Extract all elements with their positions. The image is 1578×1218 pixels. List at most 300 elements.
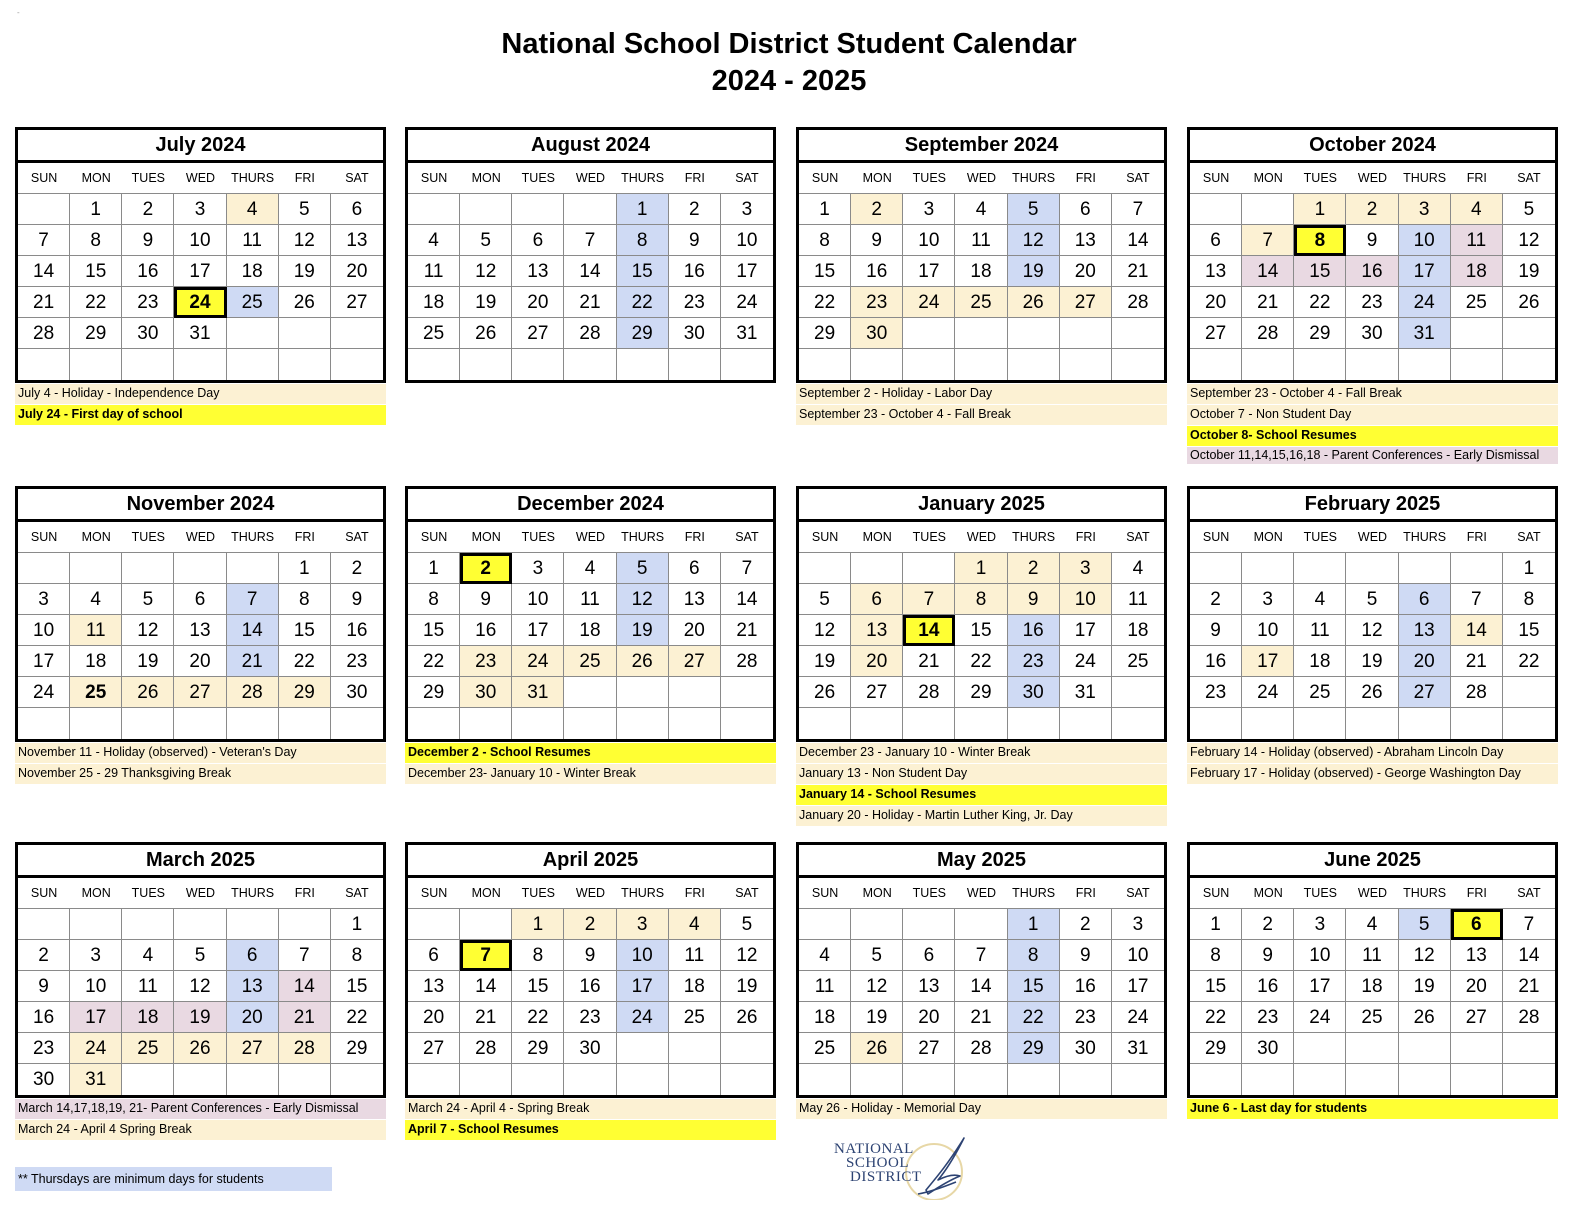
empty-day-cell [1346,349,1398,380]
day-cell: 5 [1399,909,1451,940]
day-cell: 11 [227,225,279,256]
month-notes [15,1099,386,1140]
empty-day-cell [1242,349,1294,380]
day-cell: 8 [408,584,460,615]
day-cell: 18 [1294,646,1346,677]
day-cell: 13 [512,256,564,287]
day-grid [1190,522,1555,739]
day-cell: 9 [1190,615,1242,646]
month-title: September 2024 [799,130,1164,163]
day-cell: 21 [1451,646,1503,677]
day-grid [1190,878,1555,1095]
empty-day-cell [1112,708,1164,739]
empty-day-cell [1503,349,1555,380]
empty-day-cell [18,708,70,739]
day-cell: 16 [564,971,616,1002]
logo-line-school: SCHOOL [846,1155,910,1171]
month-august-2024 [405,127,776,384]
day-cell: 11 [1346,940,1398,971]
weekday-header: WED [955,522,1007,553]
day-cell: 6 [174,584,226,615]
empty-day-cell [174,553,226,584]
day-cell: 28 [564,318,616,349]
day-cell: 26 [617,646,669,677]
day-cell: 19 [617,615,669,646]
day-cell: 24 [1060,646,1112,677]
day-cell: 25 [408,318,460,349]
empty-day-cell [1399,349,1451,380]
day-cell: 1 [955,553,1007,584]
weekday-header: WED [1346,878,1398,909]
empty-day-cell [903,349,955,380]
month-calendar [15,127,386,383]
day-cell: 14 [1112,225,1164,256]
day-cell: 4 [227,194,279,225]
day-cell: 1 [70,194,122,225]
weekday-header: MON [460,163,512,194]
empty-day-cell [227,318,279,349]
day-cell: 24 [512,646,564,677]
day-cell: 28 [955,1033,1007,1064]
day-cell: 17 [174,256,226,287]
day-cell: 24 [1112,1002,1164,1033]
day-cell: 21 [1112,256,1164,287]
day-cell: 5 [1008,194,1060,225]
day-cell: 17 [1294,971,1346,1002]
month-notes [405,743,776,784]
weekday-header: FRI [1060,522,1112,553]
empty-day-cell [174,909,226,940]
day-cell: 20 [851,646,903,677]
day-cell: 17 [617,971,669,1002]
empty-day-cell [669,677,721,708]
day-cell: 26 [721,1002,773,1033]
day-cell: 24 [903,287,955,318]
day-cell: 21 [18,287,70,318]
day-cell: 11 [70,615,122,646]
day-cell: 13 [1060,225,1112,256]
day-cell: 6 [1399,584,1451,615]
day-cell: 27 [669,646,721,677]
empty-day-cell [331,349,383,380]
weekday-header: SAT [1112,522,1164,553]
empty-day-cell [1451,318,1503,349]
calendar-note: May 26 - Holiday - Memorial Day [796,1099,1167,1119]
weekday-header: SAT [1112,163,1164,194]
month-calendar [15,486,386,742]
day-grid [408,163,773,380]
day-cell: 1 [1190,909,1242,940]
day-cell: 16 [1060,971,1112,1002]
empty-day-cell [408,194,460,225]
day-cell: 15 [279,615,331,646]
corner-mark: - [17,8,20,17]
day-cell: 4 [799,940,851,971]
day-cell: 4 [122,940,174,971]
weekday-header: SUN [18,522,70,553]
day-cell: 17 [1112,971,1164,1002]
calendar-note: January 13 - Non Student Day [796,764,1167,784]
empty-day-cell [1242,194,1294,225]
day-cell: 22 [70,287,122,318]
empty-day-cell [669,349,721,380]
day-cell: 28 [1503,1002,1555,1033]
day-cell: 21 [955,1002,1007,1033]
weekday-header: TUES [122,163,174,194]
day-cell: 26 [851,1033,903,1064]
empty-day-cell [1346,708,1398,739]
empty-day-cell [955,1064,1007,1095]
day-cell: 9 [1346,225,1398,256]
empty-day-cell [1346,1033,1398,1064]
weekday-header: THURS [1008,163,1060,194]
empty-day-cell [851,1064,903,1095]
day-cell: 14 [1242,256,1294,287]
empty-day-cell [799,553,851,584]
day-cell: 8 [1008,940,1060,971]
day-cell: 5 [851,940,903,971]
empty-day-cell [1112,677,1164,708]
day-cell: 23 [1008,646,1060,677]
day-cell: 1 [1008,909,1060,940]
calendar-note: March 24 - April 4 Spring Break [15,1120,386,1140]
weekday-header: SUN [1190,163,1242,194]
empty-day-cell [617,677,669,708]
day-cell: 27 [851,677,903,708]
empty-day-cell [1503,318,1555,349]
day-cell: 19 [279,256,331,287]
day-cell: 28 [721,646,773,677]
empty-day-cell [799,909,851,940]
day-cell: 2 [1008,553,1060,584]
day-cell: 13 [331,225,383,256]
empty-day-cell [1346,553,1398,584]
day-cell: 1 [617,194,669,225]
empty-day-cell [1242,708,1294,739]
empty-day-cell [1451,708,1503,739]
day-cell: 5 [721,909,773,940]
day-cell: 21 [903,646,955,677]
weekday-header: FRI [669,878,721,909]
day-cell: 16 [18,1002,70,1033]
calendar-note: July 4 - Holiday - Independence Day [15,384,386,404]
weekday-header: TUES [1294,163,1346,194]
empty-day-cell [408,708,460,739]
empty-day-cell [851,553,903,584]
day-cell: 20 [227,1002,279,1033]
day-cell: 2 [1346,194,1398,225]
day-cell: 2 [18,940,70,971]
calendar-note: March 14,17,18,19, 21- Parent Conferences - Early Dismissal [15,1099,386,1119]
day-cell: 8 [331,940,383,971]
empty-day-cell [721,349,773,380]
day-cell: 12 [1503,225,1555,256]
weekday-header: SUN [799,522,851,553]
month-title: December 2024 [408,489,773,522]
day-cell: 6 [512,225,564,256]
day-cell: 9 [1008,584,1060,615]
empty-day-cell [512,349,564,380]
day-cell: 30 [669,318,721,349]
weekday-header: THURS [1008,878,1060,909]
weekday-header: MON [460,522,512,553]
empty-day-cell [1008,1064,1060,1095]
day-cell: 3 [721,194,773,225]
day-cell: 22 [617,287,669,318]
empty-day-cell [669,708,721,739]
day-cell: 4 [669,909,721,940]
day-cell: 5 [617,553,669,584]
weekday-header: SAT [721,522,773,553]
day-cell: 18 [408,287,460,318]
day-cell: 28 [460,1033,512,1064]
empty-day-cell [18,349,70,380]
empty-day-cell [1294,553,1346,584]
day-cell: 16 [331,615,383,646]
day-cell: 7 [1503,909,1555,940]
weekday-header: THURS [1008,522,1060,553]
day-grid [799,878,1164,1095]
day-cell: 22 [799,287,851,318]
month-june-2025 [1187,842,1558,1120]
weekday-header: FRI [1451,878,1503,909]
day-cell: 7 [721,553,773,584]
month-july-2024 [15,127,386,426]
day-cell: 4 [1294,584,1346,615]
weekday-header: SAT [331,878,383,909]
month-calendar [796,127,1167,383]
day-cell: 14 [279,971,331,1002]
day-cell: 1 [408,553,460,584]
day-cell: 15 [1190,971,1242,1002]
day-cell: 6 [408,940,460,971]
day-cell: 1 [331,909,383,940]
day-cell: 5 [174,940,226,971]
month-title: January 2025 [799,489,1164,522]
day-cell: 23 [1346,287,1398,318]
month-november-2024 [15,486,386,785]
day-cell: 20 [1451,971,1503,1002]
empty-day-cell [903,318,955,349]
month-notes [1187,1099,1558,1119]
day-cell: 12 [174,971,226,1002]
empty-day-cell [460,909,512,940]
day-cell: 10 [18,615,70,646]
day-cell: 29 [617,318,669,349]
day-cell: 9 [1060,940,1112,971]
day-cell: 1 [279,553,331,584]
month-calendar [1187,486,1558,742]
day-cell: 29 [408,677,460,708]
day-cell: 13 [174,615,226,646]
day-cell: 30 [851,318,903,349]
calendar-note: September 23 - October 4 - Fall Break [796,405,1167,425]
month-calendar [405,486,776,742]
day-cell: 15 [799,256,851,287]
empty-day-cell [408,909,460,940]
empty-day-cell [331,708,383,739]
day-cell: 11 [669,940,721,971]
day-cell: 19 [1503,256,1555,287]
day-cell: 29 [331,1033,383,1064]
empty-day-cell [1451,349,1503,380]
day-cell: 9 [851,225,903,256]
weekday-header: SUN [1190,522,1242,553]
empty-day-cell [1190,194,1242,225]
empty-day-cell [1294,1064,1346,1095]
day-cell: 20 [903,1002,955,1033]
weekday-header: THURS [617,163,669,194]
calendar-note: December 23 - January 10 - Winter Break [796,743,1167,763]
day-cell: 22 [1190,1002,1242,1033]
weekday-header: TUES [512,878,564,909]
empty-day-cell [122,553,174,584]
day-cell: 12 [617,584,669,615]
empty-day-cell [174,708,226,739]
empty-day-cell [331,318,383,349]
day-cell: 3 [903,194,955,225]
empty-day-cell [227,1064,279,1095]
month-notes [15,743,386,784]
day-cell: 8 [1294,225,1346,256]
weekday-header: SUN [799,163,851,194]
calendar-note: February 17 - Holiday (observed) - George Washington Day [1187,764,1558,784]
weekday-header: SUN [18,163,70,194]
weekday-header: MON [851,522,903,553]
weekday-header: WED [955,163,1007,194]
empty-day-cell [279,349,331,380]
weekday-header: THURS [1399,878,1451,909]
day-cell: 23 [1060,1002,1112,1033]
day-cell: 7 [279,940,331,971]
day-cell: 11 [408,256,460,287]
empty-day-cell [851,708,903,739]
day-cell: 1 [512,909,564,940]
day-cell: 23 [564,1002,616,1033]
day-grid [408,522,773,739]
day-cell: 11 [1451,225,1503,256]
day-cell: 23 [122,287,174,318]
empty-day-cell [70,349,122,380]
day-cell: 12 [1399,940,1451,971]
empty-day-cell [1190,708,1242,739]
empty-day-cell [460,1064,512,1095]
day-cell: 28 [903,677,955,708]
day-cell: 18 [1451,256,1503,287]
empty-day-cell [955,708,1007,739]
day-cell: 19 [1346,646,1398,677]
day-cell: 18 [1346,971,1398,1002]
day-cell: 17 [1399,256,1451,287]
empty-day-cell [1008,318,1060,349]
weekday-header: SAT [1503,163,1555,194]
day-cell: 10 [70,971,122,1002]
day-cell: 29 [1294,318,1346,349]
day-grid [1190,163,1555,380]
empty-day-cell [174,349,226,380]
day-cell: 24 [1242,677,1294,708]
empty-day-cell [1399,1033,1451,1064]
empty-day-cell [460,194,512,225]
day-cell: 6 [851,584,903,615]
month-title: February 2025 [1190,489,1555,522]
day-cell: 12 [279,225,331,256]
day-cell: 19 [851,1002,903,1033]
logo-line-national: NATIONAL [834,1141,914,1157]
day-cell: 10 [1242,615,1294,646]
day-cell: 13 [1451,940,1503,971]
empty-day-cell [721,677,773,708]
empty-day-cell [70,553,122,584]
day-cell: 29 [279,677,331,708]
empty-day-cell [512,708,564,739]
day-cell: 6 [1190,225,1242,256]
day-cell: 20 [1060,256,1112,287]
logo-line-district: DISTRICT [850,1169,922,1185]
empty-day-cell [279,318,331,349]
day-grid [799,163,1164,380]
day-cell: 25 [1346,1002,1398,1033]
minimum-day-legend: ** Thursdays are minimum days for students [15,1167,332,1191]
month-calendar [405,842,776,1098]
day-cell: 22 [408,646,460,677]
month-notes [1187,384,1558,464]
month-notes [796,1099,1167,1119]
empty-day-cell [903,909,955,940]
weekday-header: SUN [408,163,460,194]
month-notes [405,1099,776,1140]
calendar-note: February 14 - Holiday (observed) - Abraham Lincoln Day [1187,743,1558,763]
empty-day-cell [1060,318,1112,349]
calendar-note: March 24 - April 4 - Spring Break [405,1099,776,1119]
weekday-header: TUES [903,878,955,909]
empty-day-cell [227,553,279,584]
day-cell: 16 [1242,971,1294,1002]
weekday-header: TUES [512,522,564,553]
day-cell: 7 [1112,194,1164,225]
day-cell: 21 [564,287,616,318]
day-cell: 17 [1060,615,1112,646]
day-cell: 20 [512,287,564,318]
day-cell: 25 [122,1033,174,1064]
day-cell: 3 [70,940,122,971]
day-cell: 27 [903,1033,955,1064]
weekday-header: SAT [1503,522,1555,553]
day-cell: 27 [408,1033,460,1064]
day-cell: 18 [1112,615,1164,646]
day-cell: 31 [174,318,226,349]
day-cell: 27 [174,677,226,708]
weekday-header: FRI [1451,522,1503,553]
month-december-2024 [405,486,776,785]
day-cell: 28 [279,1033,331,1064]
day-cell: 19 [460,287,512,318]
day-cell: 9 [669,225,721,256]
empty-day-cell [1112,318,1164,349]
day-grid [18,522,383,739]
weekday-header: WED [955,878,1007,909]
day-cell: 31 [1112,1033,1164,1064]
day-cell: 22 [1008,1002,1060,1033]
day-cell: 25 [669,1002,721,1033]
day-cell: 2 [1060,909,1112,940]
empty-day-cell [1503,708,1555,739]
day-cell: 20 [1190,287,1242,318]
calendar-note: October 7 - Non Student Day [1187,405,1558,425]
weekday-header: SUN [408,878,460,909]
weekday-header: WED [1346,163,1398,194]
day-cell: 1 [799,194,851,225]
